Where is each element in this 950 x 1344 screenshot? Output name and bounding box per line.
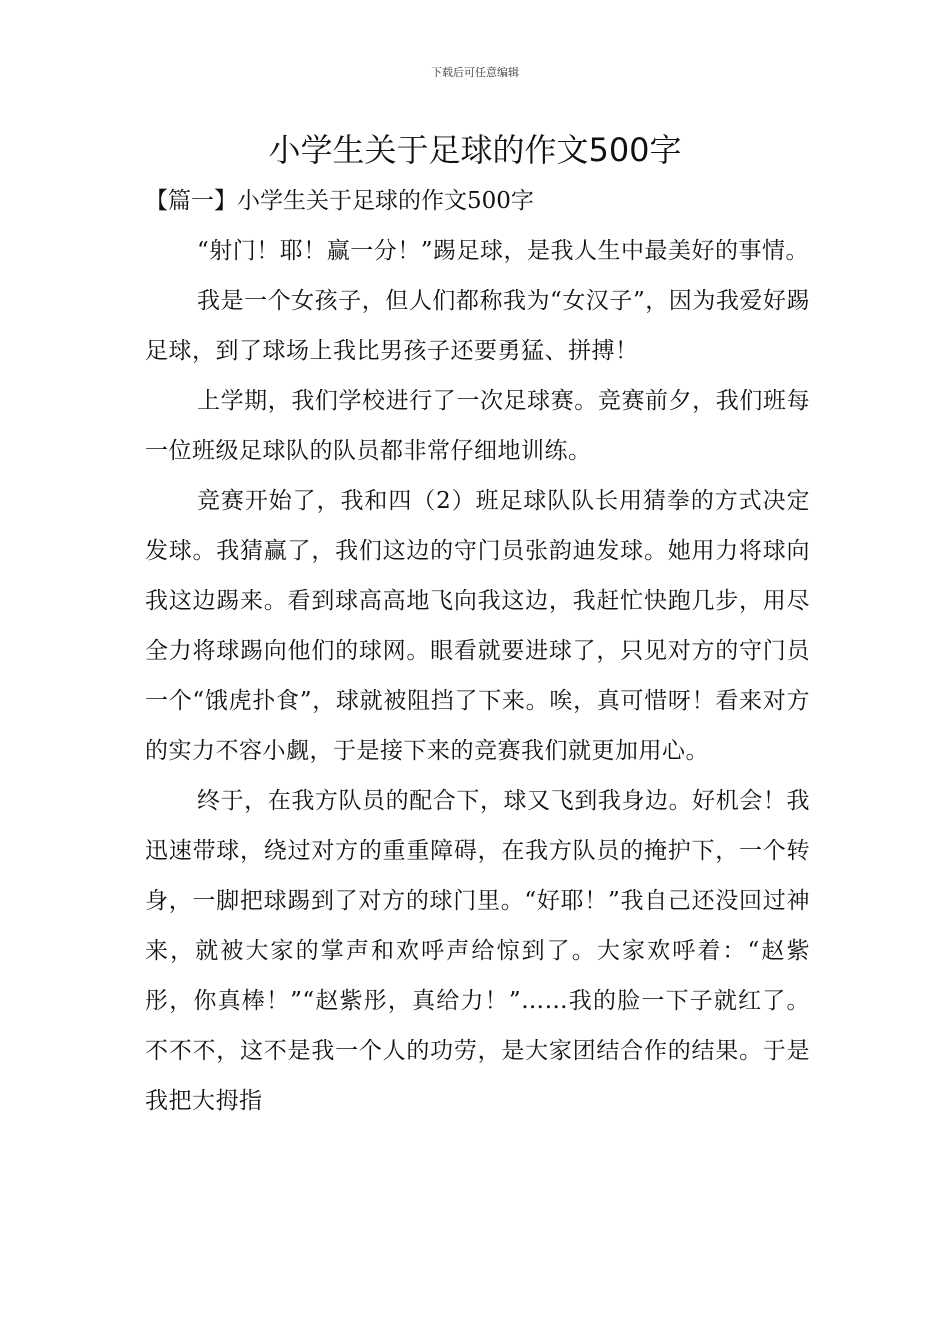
paragraph-2: 我是一个女孩子，但人们都称我为“女汉子”，因为我爱好踢足球，到了球场上我比男孩子还要勇猛、拼搏！ xyxy=(145,288,810,364)
paragraph-4: 竞赛开始了，我和四（2）班足球队队长用猜拳的方式决定发球。我猜赢了，我们这边的守门员张韵迪发球。她用力将球向我这边踢来。看到球高高地飞向我这边，我赶忙快跑几步，用尽全力将球踢向他们的球网。眼看就要进球了，只见对方的守门员一个“饿虎扑食”，球就被阻挡了下来。唉，真可惜呀！看来对方的实力不容小觑，于是接下来的竞赛我们就更加用心。 xyxy=(145,488,810,764)
section-heading: 【篇一】小学生关于足球的作文500字 xyxy=(145,188,534,214)
paragraph-5: 终于，在我方队员的配合下，球又飞到我身边。好机会！我迅速带球，绕过对方的重重障碍，在我方队员的掩护下，一个转身，一脚把球踢到了对方的球门里。“好耶！”我自己还没回过神来，就被大家的掌声和欢呼声给惊到了。大家欢呼着：“赵紫彤，你真棒！”“赵紫彤，真给力！”……我的脸一下子就红了。不不不，这不是我一个人的功劳，是大家团结合作的结果。于是我把大拇指 xyxy=(145,788,810,1114)
page-header-note: 下载后可任意编辑 xyxy=(431,66,519,79)
paragraph-1: “射门！耶！赢一分！”踢足球，是我人生中最美好的事情。 xyxy=(197,238,810,264)
paragraph-3: 上学期，我们学校进行了一次足球赛。竞赛前夕，我们班每一位班级足球队的队员都非常仔细地训练。 xyxy=(145,388,810,464)
document-title: 小学生关于足球的作文500字 xyxy=(268,131,682,169)
document-body xyxy=(145,176,810,1126)
